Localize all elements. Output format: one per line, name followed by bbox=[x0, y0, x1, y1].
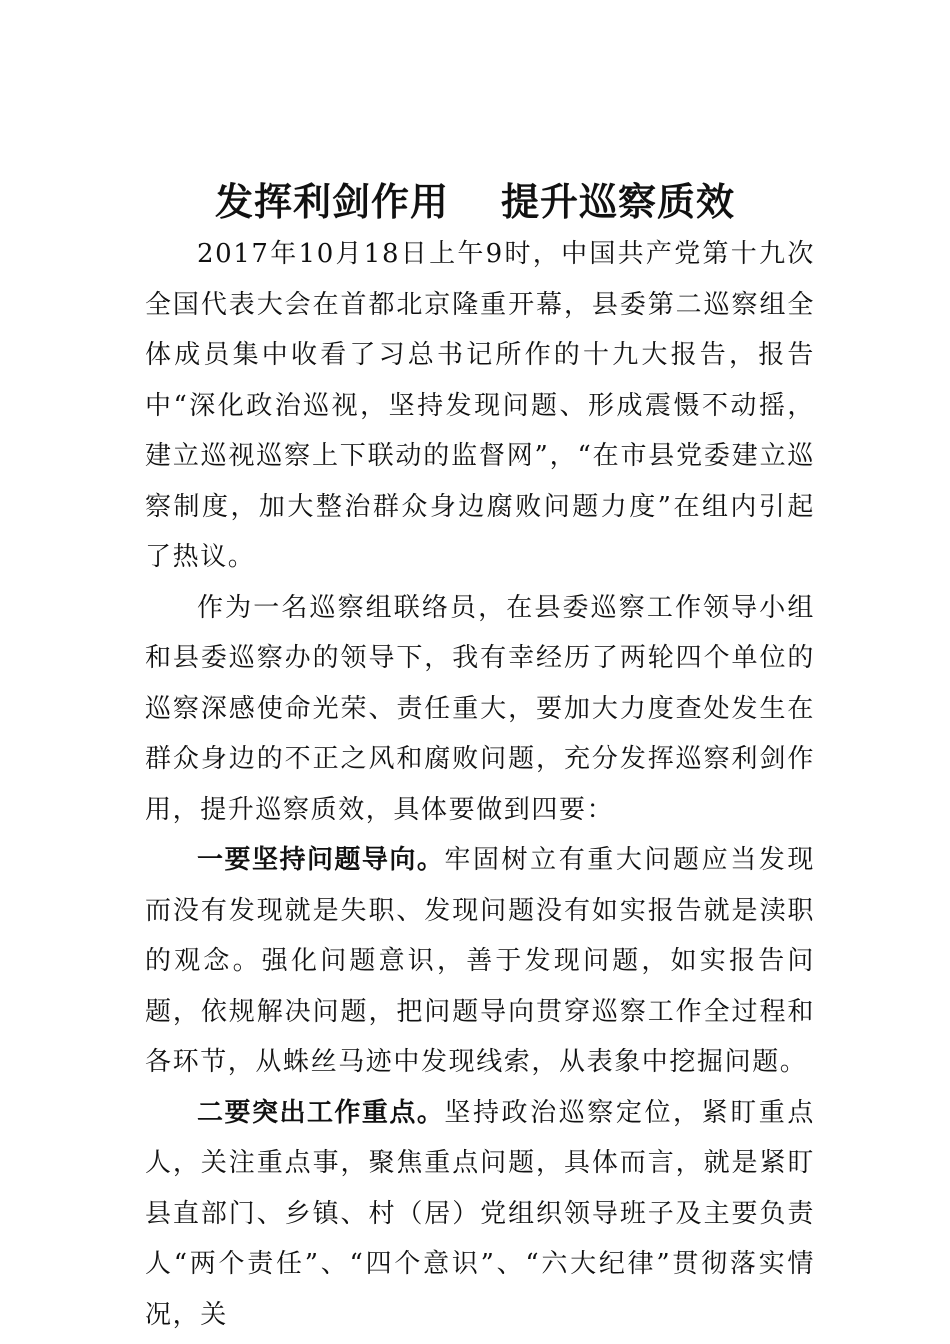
paragraph-4-text: 坚持政治巡察定位，紧盯重点人，关注重点事，聚焦重点问题，具体而言，就是紧盯县直部门、乡镇、村（居）党组织领导班子及主要负责人“两个责任”、“四个意识”、“六大纪律”贯彻落实情况，关 bbox=[145, 1097, 815, 1330]
title-part-1: 发挥利剑作用 bbox=[214, 180, 449, 224]
paragraph-4 bbox=[145, 1088, 815, 1341]
document-body bbox=[145, 229, 815, 1340]
paragraph-3-text: 牢固树立有重大问题应当发现而没有发现就是失职、发现问题没有如实报告就是渎职的观念。强化问题意识，善于发现问题，如实报告问题，依规解决问题，把问题导向贯穿巡察工作全过程和各环节，从蛛丝马迹中发现线索，从表象中挖掘问题。 bbox=[145, 845, 815, 1077]
paragraph-2-text: 作为一名巡察组联络员，在县委巡察工作领导小组和县委巡察办的领导下，我有幸经历了两轮四个单位的巡察深感使命光荣、责任重大，要加大力度查处发生在群众身边的不正之风和腐败问题，充分发挥巡察利剑作用，提升巡察质效，具体要做到四要： bbox=[145, 592, 815, 825]
title-part-2: 提升巡察质效 bbox=[501, 180, 736, 224]
paragraph-1 bbox=[145, 229, 815, 583]
paragraph-3 bbox=[145, 835, 815, 1088]
paragraph-1-text: 2017年10月18日上午9时，中国共产党第十九次全国代表大会在首都北京隆重开幕，县委第二巡察组全体成员集中收看了习总书记所作的十九大报告，报告中“深化政治巡视，坚持发现问题、形成震慑不动摇，建立巡视巡察上下联动的监督网”，“在市县党委建立巡察制度，加大整治群众身边腐败问题力度”在组内引起了热议。 bbox=[145, 239, 815, 572]
paragraph-4-lead: 二要突出工作重点。 bbox=[197, 1097, 445, 1128]
paragraph-2 bbox=[145, 583, 815, 836]
paragraph-3-lead: 一要坚持问题导向。 bbox=[197, 845, 445, 875]
document-title bbox=[0, 176, 950, 228]
